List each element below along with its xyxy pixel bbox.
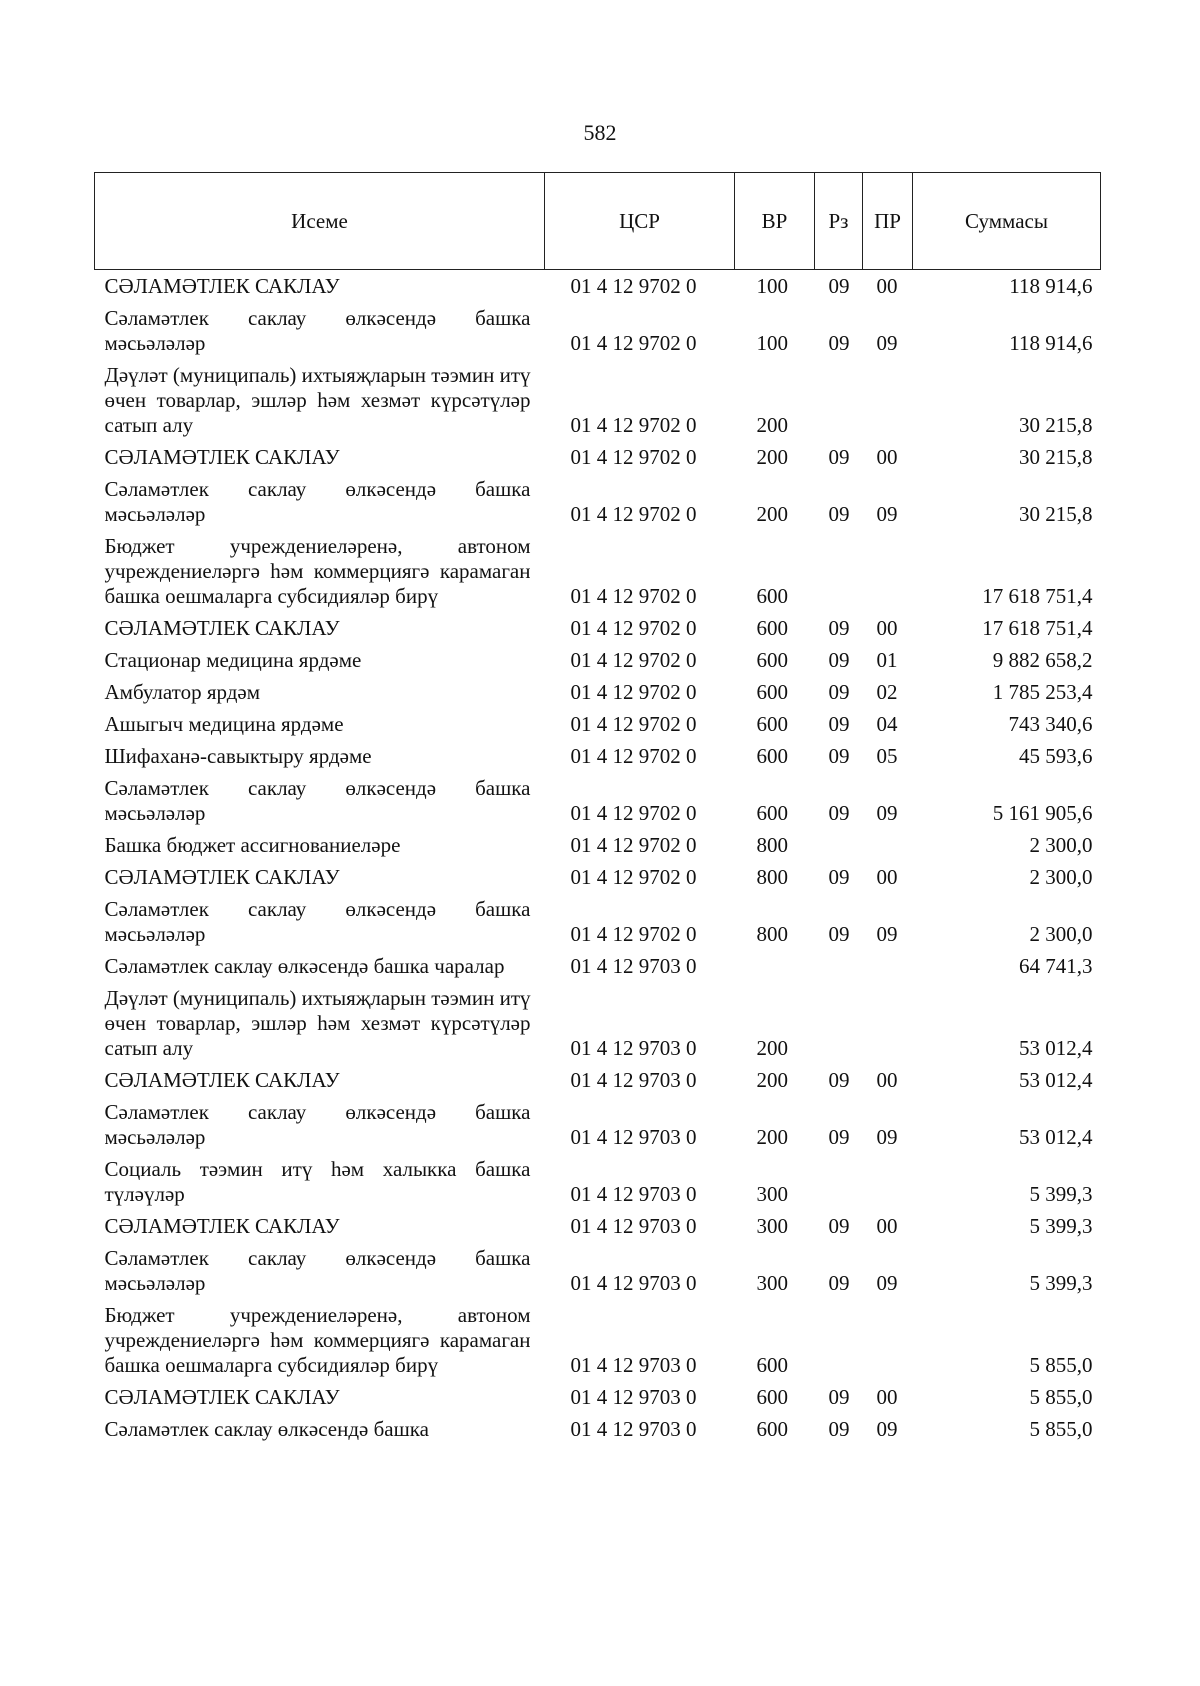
- cell-vr: 600: [756, 648, 788, 672]
- cell-name: СӘЛАМӘТЛЕК САКЛАУ: [104, 865, 340, 889]
- cell-rz: [815, 1153, 863, 1210]
- cell-rz: [815, 530, 863, 612]
- cell-pr: 00: [876, 865, 898, 889]
- cell-vr: 200: [756, 1036, 788, 1060]
- header-row: [95, 173, 1101, 270]
- cell-rz: [815, 982, 863, 1064]
- cell-pr: 00: [876, 274, 898, 298]
- table-row: [95, 708, 1101, 740]
- cell-name: СӘЛАМӘТЛЕК САКЛАУ: [104, 445, 340, 469]
- cell-pr: 00: [876, 445, 898, 469]
- cell-csr: 01 4 12 9702 0: [570, 801, 697, 825]
- cell-sum: 2 300,0: [1029, 922, 1093, 946]
- cell-rz: 09: [828, 445, 850, 469]
- cell-vr: 200: [756, 445, 788, 469]
- cell-csr: 01 4 12 9702 0: [570, 445, 697, 469]
- cell-pr: 00: [876, 616, 898, 640]
- cell-sum: 1 785 253,4: [992, 680, 1093, 704]
- table-row: [95, 1381, 1101, 1413]
- cell-rz: 09: [828, 1125, 850, 1149]
- budget-table-container: [94, 172, 1100, 1445]
- cell-csr: 01 4 12 9703 0: [570, 1353, 697, 1377]
- cell-name: Сәламәтлек саклау өлкәсендә башка мәсьәләләр: [104, 776, 531, 825]
- cell-name: Сәламәтлек саклау өлкәсендә башка мәсьәләләр: [104, 1100, 531, 1149]
- cell-rz: [815, 359, 863, 441]
- cell-vr: 300: [756, 1182, 788, 1206]
- cell-rz: 09: [828, 331, 850, 355]
- table-row: [95, 950, 1101, 982]
- cell-sum: 5 855,0: [1029, 1353, 1093, 1377]
- cell-csr: 01 4 12 9703 0: [570, 1385, 697, 1409]
- cell-pr: 09: [876, 1417, 898, 1441]
- cell-vr: 100: [756, 274, 788, 298]
- cell-sum: 17 618 751,4: [982, 584, 1093, 608]
- cell-csr: 01 4 12 9703 0: [570, 1125, 697, 1149]
- cell-sum: 17 618 751,4: [982, 616, 1093, 640]
- cell-vr: 200: [756, 1068, 788, 1092]
- cell-sum: 2 300,0: [1029, 833, 1093, 857]
- cell-vr: 300: [756, 1271, 788, 1295]
- cell-csr: 01 4 12 9703 0: [570, 1271, 697, 1295]
- cell-vr: 600: [756, 1385, 788, 1409]
- cell-vr: 600: [756, 616, 788, 640]
- cell-vr: 600: [756, 744, 788, 768]
- cell-csr: 01 4 12 9702 0: [570, 648, 697, 672]
- table-row: [95, 772, 1101, 829]
- header-pr: ПР: [863, 173, 913, 270]
- cell-name: Сәламәтлек саклау өлкәсендә башка мәсьәләләр: [104, 897, 531, 946]
- cell-pr: 00: [876, 1068, 898, 1092]
- cell-csr: 01 4 12 9702 0: [570, 274, 697, 298]
- cell-name: Бюджет учреждениеләренә, автоном учреждениеләргә һәм коммерциягә карамаган башка оешмаларга субсидияләр бирү: [104, 534, 531, 608]
- table-row: [95, 644, 1101, 676]
- table-body: [95, 270, 1101, 1446]
- table-row: [95, 676, 1101, 708]
- cell-name: СӘЛАМӘТЛЕК САКЛАУ: [104, 1214, 340, 1238]
- cell-csr: 01 4 12 9703 0: [570, 1068, 697, 1092]
- cell-rz: 09: [828, 1214, 850, 1238]
- cell-csr: 01 4 12 9703 0: [570, 1417, 697, 1441]
- table-row: [95, 1153, 1101, 1210]
- cell-csr: 01 4 12 9702 0: [570, 744, 697, 768]
- table-row: [95, 861, 1101, 893]
- cell-csr: 01 4 12 9702 0: [570, 413, 697, 437]
- cell-sum: 53 012,4: [1019, 1036, 1093, 1060]
- cell-name: Амбулатор ярдәм: [104, 680, 261, 704]
- cell-sum: 5 161 905,6: [992, 801, 1093, 825]
- table-row: [95, 270, 1101, 303]
- cell-rz: 09: [828, 502, 850, 526]
- cell-name: Бюджет учреждениеләренә, автоном учреждениеләргә һәм коммерциягә карамаган башка оешмаларга субсидияләр бирү: [104, 1303, 531, 1377]
- cell-name: Башка бюджет ассигнованиеләре: [104, 833, 401, 857]
- cell-vr: 200: [756, 1125, 788, 1149]
- table-row: [95, 1413, 1101, 1445]
- cell-sum: 5 399,3: [1029, 1271, 1093, 1295]
- cell-sum: 118 914,6: [1009, 274, 1093, 298]
- table-row: [95, 473, 1101, 530]
- cell-csr: 01 4 12 9702 0: [570, 865, 697, 889]
- cell-name: Стационар медицина ярдәме: [104, 648, 362, 672]
- cell-vr: [735, 950, 815, 982]
- cell-sum: 53 012,4: [1019, 1125, 1093, 1149]
- cell-csr: 01 4 12 9702 0: [570, 712, 697, 736]
- cell-vr: 300: [756, 1214, 788, 1238]
- cell-vr: 600: [756, 1417, 788, 1441]
- cell-pr: 09: [876, 502, 898, 526]
- cell-name: Сәламәтлек саклау өлкәсендә башка мәсьәләләр: [104, 1246, 531, 1295]
- cell-pr: [863, 530, 913, 612]
- cell-rz: 09: [828, 712, 850, 736]
- cell-csr: 01 4 12 9702 0: [570, 833, 697, 857]
- cell-rz: [815, 1299, 863, 1381]
- table-row: [95, 1299, 1101, 1381]
- table-row: [95, 359, 1101, 441]
- cell-vr: 600: [756, 584, 788, 608]
- cell-name: Ашыгыч медицина ярдәме: [104, 712, 344, 736]
- cell-sum: 743 340,6: [1008, 712, 1093, 736]
- budget-table: [94, 172, 1101, 1445]
- cell-vr: 600: [756, 801, 788, 825]
- cell-csr: 01 4 12 9703 0: [570, 1036, 697, 1060]
- cell-rz: 09: [828, 865, 850, 889]
- cell-sum: 118 914,6: [1009, 331, 1093, 355]
- cell-csr: 01 4 12 9702 0: [570, 502, 697, 526]
- header-vr: ВР: [735, 173, 815, 270]
- cell-rz: 09: [828, 801, 850, 825]
- cell-sum: 5 855,0: [1029, 1417, 1093, 1441]
- table-row: [95, 829, 1101, 861]
- cell-csr: 01 4 12 9702 0: [570, 584, 697, 608]
- cell-csr: 01 4 12 9703 0: [570, 1182, 697, 1206]
- cell-csr: 01 4 12 9703 0: [570, 1214, 697, 1238]
- cell-vr: 600: [756, 712, 788, 736]
- cell-csr: 01 4 12 9702 0: [570, 922, 697, 946]
- cell-rz: 09: [828, 648, 850, 672]
- table-row: [95, 1242, 1101, 1299]
- table-row: [95, 612, 1101, 644]
- table-row: [95, 302, 1101, 359]
- cell-name: Дәүләт (муниципаль) ихтыяҗларын тәэмин итү өчен товарлар, эшләр һәм хезмәт күрсәтүләр сатып алу: [104, 363, 531, 437]
- cell-pr: [863, 1299, 913, 1381]
- cell-rz: 09: [828, 616, 850, 640]
- cell-rz: [815, 950, 863, 982]
- cell-name: СӘЛАМӘТЛЕК САКЛАУ: [104, 274, 340, 298]
- cell-name: Шифаханә-савыктыру ярдәме: [104, 744, 372, 768]
- header-csr: ЦСР: [545, 173, 735, 270]
- table-row: [95, 1210, 1101, 1242]
- cell-sum: 2 300,0: [1029, 865, 1093, 889]
- table-row: [95, 1064, 1101, 1096]
- cell-rz: 09: [828, 1068, 850, 1092]
- cell-sum: 45 593,6: [1019, 744, 1093, 768]
- header-sum: Суммасы: [913, 173, 1101, 270]
- cell-pr: 09: [876, 331, 898, 355]
- cell-vr: 200: [756, 502, 788, 526]
- table-row: [95, 893, 1101, 950]
- cell-csr: 01 4 12 9702 0: [570, 680, 697, 704]
- cell-vr: 800: [756, 833, 788, 857]
- cell-pr: [863, 982, 913, 1064]
- cell-sum: 5 855,0: [1029, 1385, 1093, 1409]
- cell-pr: 05: [876, 744, 898, 768]
- table-row: [95, 530, 1101, 612]
- cell-vr: 800: [756, 865, 788, 889]
- cell-vr: 600: [756, 1353, 788, 1377]
- cell-pr: 00: [876, 1214, 898, 1238]
- cell-vr: 100: [756, 331, 788, 355]
- table-row: [95, 1096, 1101, 1153]
- cell-sum: 5 399,3: [1029, 1214, 1093, 1238]
- cell-pr: 09: [876, 1125, 898, 1149]
- cell-name: Сәламәтлек саклау өлкәсендә башка: [104, 1417, 430, 1441]
- cell-csr: 01 4 12 9702 0: [570, 616, 697, 640]
- cell-pr: 04: [876, 712, 898, 736]
- cell-rz: 09: [828, 274, 850, 298]
- header-name: Исеме: [95, 173, 545, 270]
- cell-rz: 09: [828, 1385, 850, 1409]
- cell-name: СӘЛАМӘТЛЕК САКЛАУ: [104, 616, 340, 640]
- cell-name: Сәламәтлек саклау өлкәсендә башка мәсьәләләр: [104, 306, 531, 355]
- cell-pr: [863, 950, 913, 982]
- cell-name: Сәламәтлек саклау өлкәсендә башка мәсьәләләр: [104, 477, 531, 526]
- cell-pr: 09: [876, 1271, 898, 1295]
- cell-sum: 30 215,8: [1019, 502, 1093, 526]
- cell-pr: [863, 359, 913, 441]
- table-header: [95, 173, 1101, 270]
- page-number: 582: [583, 120, 617, 145]
- cell-pr: [863, 829, 913, 861]
- cell-name: Социаль тәэмин итү һәм халыкка башка түләүләр: [104, 1157, 531, 1206]
- cell-pr: 02: [876, 680, 898, 704]
- cell-csr: 01 4 12 9703 0: [570, 954, 697, 978]
- cell-sum: 53 012,4: [1019, 1068, 1093, 1092]
- table-row: [95, 441, 1101, 473]
- cell-sum: 64 741,3: [1019, 954, 1093, 978]
- cell-name: СӘЛАМӘТЛЕК САКЛАУ: [104, 1385, 340, 1409]
- cell-sum: 30 215,8: [1019, 413, 1093, 437]
- cell-rz: 09: [828, 1271, 850, 1295]
- cell-sum: 5 399,3: [1029, 1182, 1093, 1206]
- cell-rz: 09: [828, 680, 850, 704]
- cell-rz: 09: [828, 922, 850, 946]
- cell-sum: 30 215,8: [1019, 445, 1093, 469]
- table-row: [95, 982, 1101, 1064]
- header-rz: Рз: [815, 173, 863, 270]
- cell-rz: 09: [828, 744, 850, 768]
- cell-pr: [863, 1153, 913, 1210]
- cell-pr: 09: [876, 922, 898, 946]
- cell-pr: 01: [876, 648, 898, 672]
- cell-sum: 9 882 658,2: [992, 648, 1093, 672]
- cell-rz: [815, 829, 863, 861]
- cell-name: Дәүләт (муниципаль) ихтыяҗларын тәэмин итү өчен товарлар, эшләр һәм хезмәт күрсәтүләр сатып алу: [104, 986, 531, 1060]
- cell-csr: 01 4 12 9702 0: [570, 331, 697, 355]
- table-row: [95, 740, 1101, 772]
- cell-name: Сәламәтлек саклау өлкәсендә башка чаралар: [104, 954, 505, 978]
- cell-vr: 600: [756, 680, 788, 704]
- cell-name: СӘЛАМӘТЛЕК САКЛАУ: [104, 1068, 340, 1092]
- cell-vr: 200: [756, 413, 788, 437]
- cell-rz: 09: [828, 1417, 850, 1441]
- cell-vr: 800: [756, 922, 788, 946]
- cell-pr: 00: [876, 1385, 898, 1409]
- cell-pr: 09: [876, 801, 898, 825]
